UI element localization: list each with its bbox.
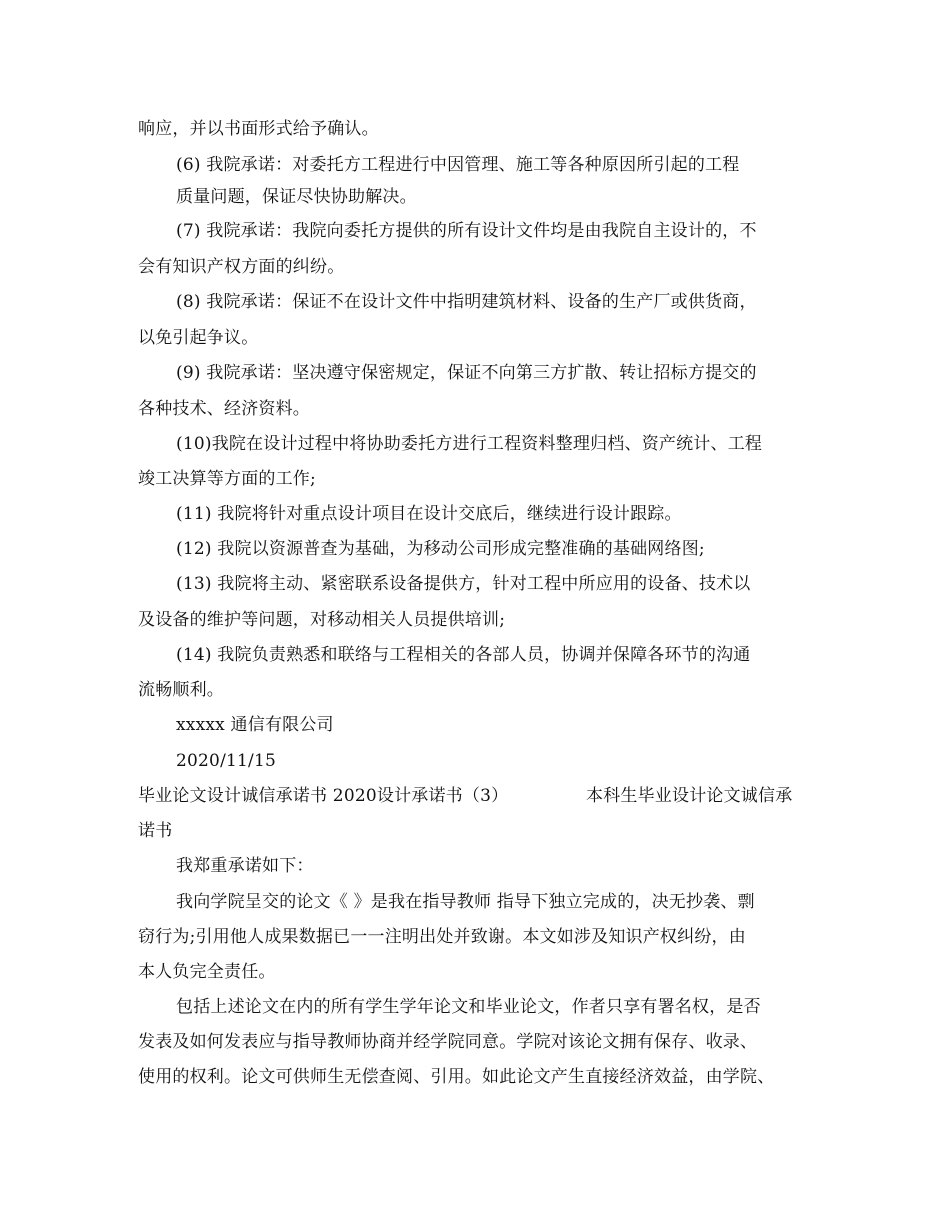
text-line: (13) 我院将主动、紧密联系设备提供方，针对工程中所应用的设备、技术以 [176, 574, 751, 594]
text-line: 本人负完全责任。 [138, 962, 276, 982]
text-line: 各种技术、经济资料。 [138, 399, 310, 419]
text-line: 会有知识产权方面的纠纷。 [138, 257, 345, 277]
text-line: (11) 我院将针对重点设计项目在设计交底后，继续进行设计跟踪。 [176, 504, 682, 524]
text-line: 我向学院呈交的论文《 》是我在指导教师 指导下独立完成的，决无抄袭、剽 [176, 892, 755, 912]
text-line: 流畅顺利。 [138, 680, 224, 700]
text-line: (7) 我院承诺：我院向委托方提供的所有设计文件均是由我院自主设计的，不 [176, 221, 757, 241]
text-line: 质量问题，保证尽快协助解决。 [176, 187, 417, 207]
text-line: (10)我院在设计过程中将协助委托方进行工程资料整理归档、资产统计、工程 [176, 434, 763, 454]
text-line: 及设备的维护等问题，对移动相关人员提供培训; [138, 610, 506, 630]
text-line: 包括上述论文在内的所有学生学年论文和毕业论文，作者只享有署名权，是否 [176, 997, 761, 1017]
text-line: (8) 我院承诺：保证不在设计文件中指明建筑材料、设备的生产厂或供货商， [176, 292, 757, 312]
document-date: 2020/11/15 [176, 751, 276, 771]
text-line: 使用的权利。论文可供师生无偿查阅、引用。如此论文产生直接经济效益，由学院、 [138, 1067, 775, 1087]
text-line: (9) 我院承诺：坚决遵守保密规定，保证不向第三方扩散、转让招标方提交的 [176, 363, 757, 383]
text-line: 响应，并以书面形式给予确认。 [138, 119, 379, 139]
section-subtitle-cont: 诺书 [138, 821, 173, 841]
text-line: 发表及如何发表应与指导教师协商并经学院同意。学院对该论文拥有保存、收录、 [138, 1032, 758, 1052]
text-line: (14) 我院负责熟悉和联络与工程相关的各部人员，协调并保障各环节的沟通 [176, 645, 751, 665]
text-line: 竣工决算等方面的工作; [138, 469, 316, 489]
text-line: 以免引起争议。 [138, 328, 259, 348]
text-line: (12) 我院以资源普查为基础，为移动公司形成完整准确的基础网络图; [176, 539, 705, 559]
section-title: 毕业论文设计诚信承诺书 2020设计承诺书（3） [138, 786, 509, 806]
text-line: 窃行为;引用他人成果数据已一一注明出处并致谢。本文如涉及知识产权纠纷，由 [138, 927, 746, 947]
company-name: xxxxx 通信有限公司 [176, 715, 334, 735]
section-subtitle: 本科生毕业设计论文诚信承 [586, 786, 793, 806]
text-line: (6) 我院承诺：对委托方工程进行中因管理、施工等各种原因所引起的工程 [176, 155, 740, 175]
text-line: 我郑重承诺如下： [176, 856, 314, 876]
